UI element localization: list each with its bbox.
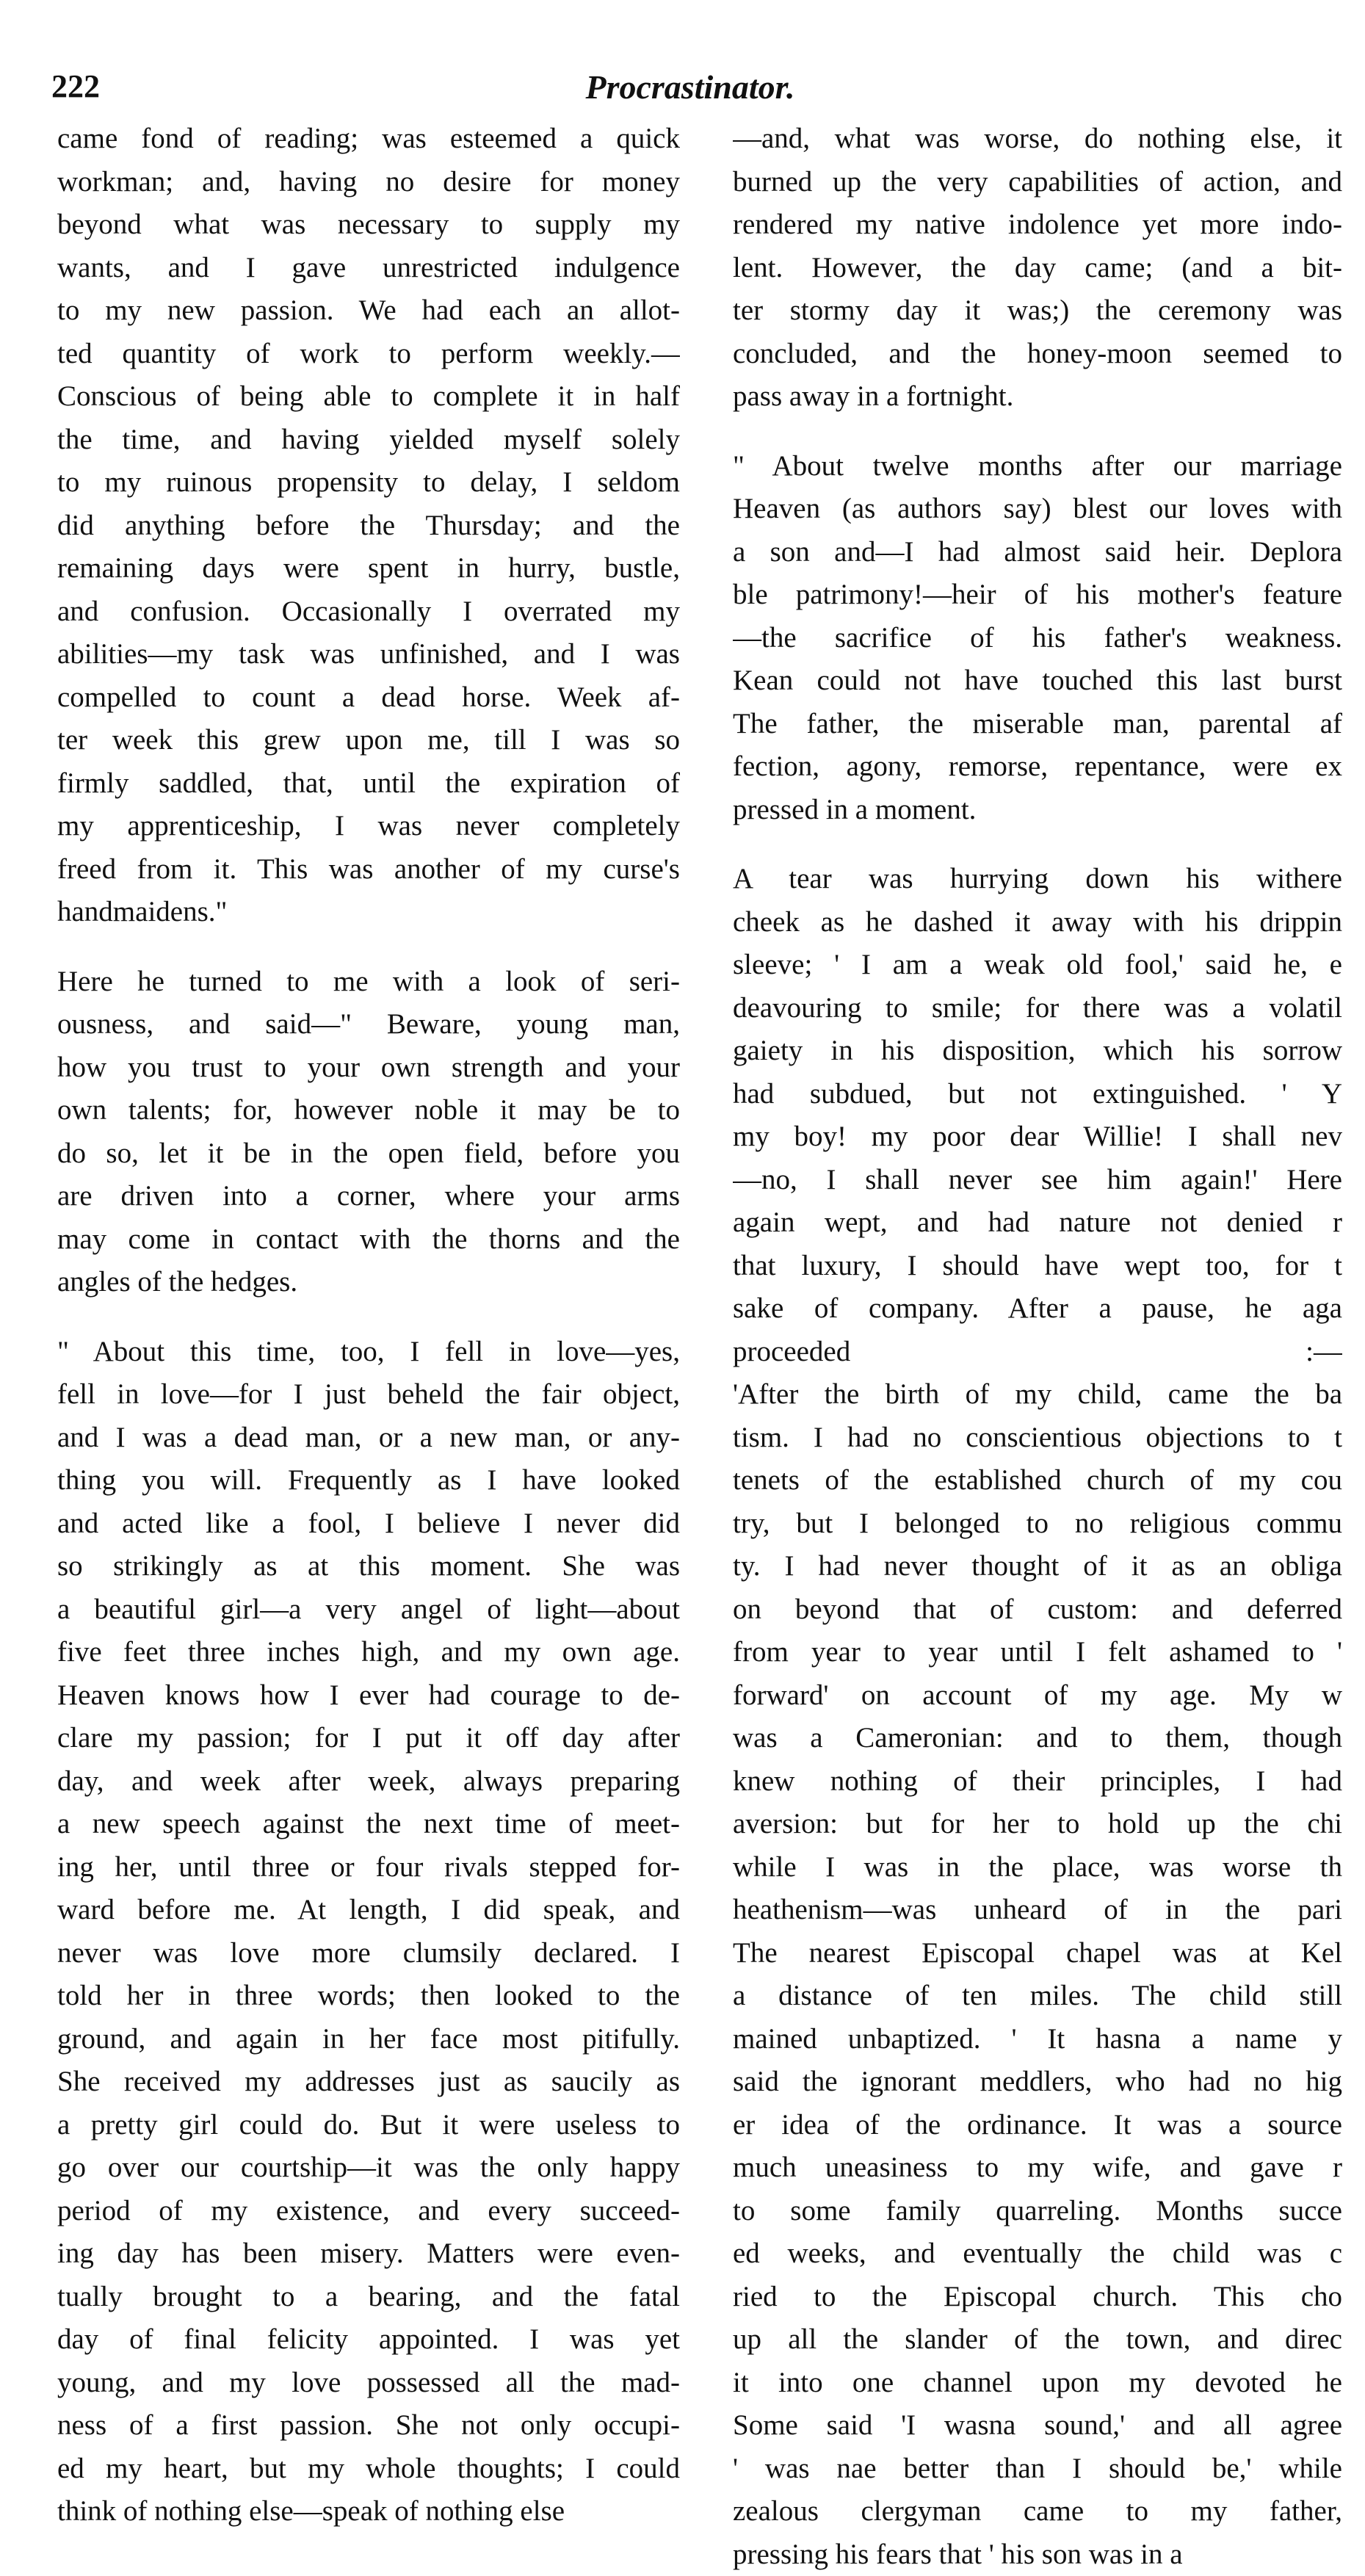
- left-column-text-line: freed from it. This was another of my curse's: [57, 848, 680, 891]
- left-column-text-line: ing day has been misery. Matters were even-: [57, 2232, 680, 2276]
- right-column-text-line: ter stormy day it was;) the ceremony was: [733, 289, 1342, 333]
- left-column-text-line: to my new passion. We had each an allot-: [57, 289, 680, 333]
- right-column-text-line: tism. I had no conscientious objections to t: [733, 1417, 1342, 1460]
- right-column-text-line: proceeded :—: [733, 1331, 1342, 1374]
- right-column-text-line: The nearest Episcopal chapel was at Kel: [733, 1932, 1342, 1975]
- right-column-text-line: tenets of the established church of my cou: [733, 1459, 1342, 1502]
- left-column-text-line: firmly saddled, that, until the expiration of: [57, 762, 680, 806]
- right-column-text-line: said the ignorant meddlers, who had no hig: [733, 2061, 1342, 2104]
- right-column-text-line: a distance of ten miles. The child still: [733, 1975, 1342, 2018]
- left-column-text-line: fell in love—for I just beheld the fair object,: [57, 1373, 680, 1417]
- right-column-text-line: a son and—I had almost said heir. Deplora: [733, 531, 1342, 574]
- right-column-text-line: A tear was hurrying down his withere: [733, 858, 1342, 901]
- right-column-text-line: mained unbaptized. ' It hasna a name y: [733, 2018, 1342, 2061]
- left-column-text-line: beyond what was necessary to supply my: [57, 203, 680, 247]
- right-column-text-line: rendered my native indolence yet more indo-: [733, 203, 1342, 247]
- right-text-column: [733, 117, 1342, 2576]
- left-column-text-line: did anything before the Thursday; and the: [57, 504, 680, 548]
- right-column-text-line: —and, what was worse, do nothing else, it: [733, 117, 1342, 161]
- right-column-text-line: to some family quarreling. Months succe: [733, 2190, 1342, 2233]
- left-column-text-line: and acted like a fool, I believe I never did: [57, 1502, 680, 1546]
- right-column-text-line: while I was in the place, was worse th: [733, 1846, 1342, 1889]
- right-column-text-line: that luxury, I should have wept too, for t: [733, 1245, 1342, 1288]
- left-column-text-line: how you trust to your own strength and your: [57, 1046, 680, 1090]
- left-column-text-line: young, and my love possessed all the mad-: [57, 2362, 680, 2405]
- left-column-text-line: thing you will. Frequently as I have looked: [57, 1459, 680, 1502]
- right-column-text-line: ed weeks, and eventually the child was c: [733, 2232, 1342, 2276]
- right-column-text-line: from year to year until I felt ashamed to ': [733, 1631, 1342, 1674]
- left-column-text-line: Here he turned to me with a look of seri-: [57, 960, 680, 1004]
- left-column-text-line: told her in three words; then looked to the: [57, 1975, 680, 2018]
- left-column-text-line: go over our courtship—it was the only happy: [57, 2146, 680, 2190]
- left-column-text-line: the time, and having yielded myself solely: [57, 419, 680, 462]
- right-column-text-line: deavouring to smile; for there was a volatil: [733, 987, 1342, 1030]
- left-column-text-line: a new speech against the next time of meet-: [57, 1803, 680, 1846]
- right-column-text-line: ' was nae better than I should be,' while: [733, 2447, 1342, 2491]
- left-column-text-line: Heaven knows how I ever had courage to de-: [57, 1674, 680, 1718]
- right-column-text-line: Some said 'I wasna sound,' and all agree: [733, 2404, 1342, 2447]
- right-column-text-line: it into one channel upon my devoted he: [733, 2362, 1342, 2405]
- left-column-text-line: period of my existence, and every succeed-: [57, 2190, 680, 2233]
- right-column-text-line: —no, I shall never see him again!' Here: [733, 1159, 1342, 1202]
- left-column-text-line: a beautiful girl—a very angel of light—about: [57, 1588, 680, 1632]
- right-column-text-line: aversion: but for her to hold up the chi: [733, 1803, 1342, 1846]
- left-column-text-line: may come in contact with the thorns and the: [57, 1218, 680, 1262]
- paragraph-gap: [57, 1304, 680, 1331]
- right-column-text-line: fection, agony, remorse, repentance, were ex: [733, 745, 1342, 789]
- right-column-text-line: had subdued, but not extinguished. ' Y: [733, 1073, 1342, 1116]
- right-column-text-line: Kean could not have touched this last burst: [733, 659, 1342, 703]
- left-column-text-line: ward before me. At length, I did speak, and: [57, 1889, 680, 1932]
- right-column-text-line: my boy! my poor dear Willie! I shall nev: [733, 1115, 1342, 1159]
- right-column-text-line: much uneasiness to my wife, and gave r: [733, 2146, 1342, 2190]
- left-column-text-line: " About this time, too, I fell in love—yes,: [57, 1331, 680, 1374]
- left-column-text-line: ing her, until three or four rivals stepped for-: [57, 1846, 680, 1889]
- left-column-text-line: ousness, and said—" Beware, young man,: [57, 1003, 680, 1046]
- left-column-text-line: ground, and again in her face most pitifully.: [57, 2018, 680, 2061]
- left-column-text-line: came fond of reading; was esteemed a quick: [57, 117, 680, 161]
- right-column-text-line: sleeve; ' I am a weak old fool,' said he, e: [733, 944, 1342, 987]
- right-column-text-line: er idea of the ordinance. It was a source: [733, 2104, 1342, 2147]
- left-column-text-line: never was love more clumsily declared. I: [57, 1932, 680, 1975]
- right-column-text-line: The father, the miserable man, parental af: [733, 703, 1342, 746]
- right-column-text-line: zealous clergyman came to my father,: [733, 2490, 1342, 2533]
- left-column-text-line: a pretty girl could do. But it were useless to: [57, 2104, 680, 2147]
- left-column-text-line: workman; and, having no desire for money: [57, 161, 680, 204]
- paragraph-gap: [733, 831, 1342, 858]
- right-column-text-line: 'After the birth of my child, came the ba: [733, 1373, 1342, 1417]
- right-column-text-line: on beyond that of custom: and deferred: [733, 1588, 1342, 1632]
- right-column-text-line: ried to the Episcopal church. This cho: [733, 2276, 1342, 2319]
- left-column-text-line: five feet three inches high, and my own age.: [57, 1631, 680, 1674]
- left-column-text-line: compelled to count a dead horse. Week af-: [57, 676, 680, 720]
- right-column-text-line: pressing his fears that ' his son was in a: [733, 2533, 1342, 2576]
- right-column-text-line: sake of company. After a pause, he aga: [733, 1287, 1342, 1331]
- right-column-text-line: gaiety in his disposition, which his sorrow: [733, 1030, 1342, 1073]
- left-column-text-line: so strikingly as at this moment. She was: [57, 1545, 680, 1588]
- left-column-text-line: and confusion. Occasionally I overrated my: [57, 590, 680, 634]
- paragraph-gap: [57, 934, 680, 960]
- left-column-text-line: clare my passion; for I put it off day after: [57, 1717, 680, 1760]
- left-column-text-line: own talents; for, however noble it may be to: [57, 1089, 680, 1132]
- left-column-text-line: my apprenticeship, I was never completely: [57, 805, 680, 848]
- left-column-text-line: tually brought to a bearing, and the fatal: [57, 2276, 680, 2319]
- left-column-text-line: abilities—my task was unfinished, and I was: [57, 633, 680, 676]
- left-column-text-line: Conscious of being able to complete it in half: [57, 375, 680, 419]
- left-column-text-line: do so, let it be in the open field, before you: [57, 1132, 680, 1176]
- left-column-text-line: day of final felicity appointed. I was yet: [57, 2318, 680, 2362]
- left-column-text-line: ness of a first passion. She not only occupi-: [57, 2404, 680, 2447]
- right-column-text-line: pass away in a fortnight.: [733, 375, 1342, 419]
- right-column-text-line: " About twelve months after our marriage: [733, 445, 1342, 488]
- left-column-text-line: ter week this grew upon me, till I was so: [57, 719, 680, 762]
- right-column-text-line: cheek as he dashed it away with his drippin: [733, 901, 1342, 944]
- right-column-text-line: heathenism—was unheard of in the pari: [733, 1889, 1342, 1932]
- left-column-text-line: remaining days were spent in hurry, bustle,: [57, 547, 680, 590]
- right-column-text-line: burned up the very capabilities of action, and: [733, 161, 1342, 204]
- left-column-text-line: handmaidens.": [57, 891, 680, 934]
- right-column-text-line: knew nothing of their principles, I had: [733, 1760, 1342, 1803]
- right-column-text-line: ty. I had never thought of it as an obliga: [733, 1545, 1342, 1588]
- right-column-text-line: —the sacrifice of his father's weakness.: [733, 617, 1342, 660]
- right-column-text-line: try, but I belonged to no religious commu: [733, 1502, 1342, 1546]
- left-column-text-line: think of nothing else—speak of nothing else: [57, 2490, 680, 2533]
- left-column-text-line: ed my heart, but my whole thoughts; I could: [57, 2447, 680, 2491]
- left-column-text-line: wants, and I gave unrestricted indulgence: [57, 247, 680, 290]
- right-column-text-line: concluded, and the honey-moon seemed to: [733, 333, 1342, 376]
- right-column-text-line: lent. However, the day came; (and a bit-: [733, 247, 1342, 290]
- left-text-column: [57, 117, 680, 2533]
- right-column-text-line: was a Cameronian: and to them, though: [733, 1717, 1342, 1760]
- left-column-text-line: She received my addresses just as saucily as: [57, 2061, 680, 2104]
- paragraph-gap: [733, 419, 1342, 445]
- left-column-text-line: ted quantity of work to perform weekly.—: [57, 333, 680, 376]
- left-column-text-line: to my ruinous propensity to delay, I seldom: [57, 461, 680, 504]
- page-number: 222: [51, 68, 100, 105]
- left-column-text-line: angles of the hedges.: [57, 1261, 680, 1304]
- right-column-text-line: again wept, and had nature not denied r: [733, 1201, 1342, 1245]
- right-column-text-line: pressed in a moment.: [733, 789, 1342, 832]
- running-head: Procrastinator.: [51, 68, 1329, 106]
- left-column-text-line: are driven into a corner, where your arms: [57, 1175, 680, 1218]
- right-column-text-line: ble patrimony!—heir of his mother's feature: [733, 574, 1342, 617]
- left-column-text-line: and I was a dead man, or a new man, or any-: [57, 1417, 680, 1460]
- right-column-text-line: up all the slander of the town, and direc: [733, 2318, 1342, 2362]
- right-column-text-line: Heaven (as authors say) blest our loves with: [733, 488, 1342, 531]
- right-column-text-line: forward' on account of my age. My w: [733, 1674, 1342, 1718]
- left-column-text-line: day, and week after week, always preparing: [57, 1760, 680, 1803]
